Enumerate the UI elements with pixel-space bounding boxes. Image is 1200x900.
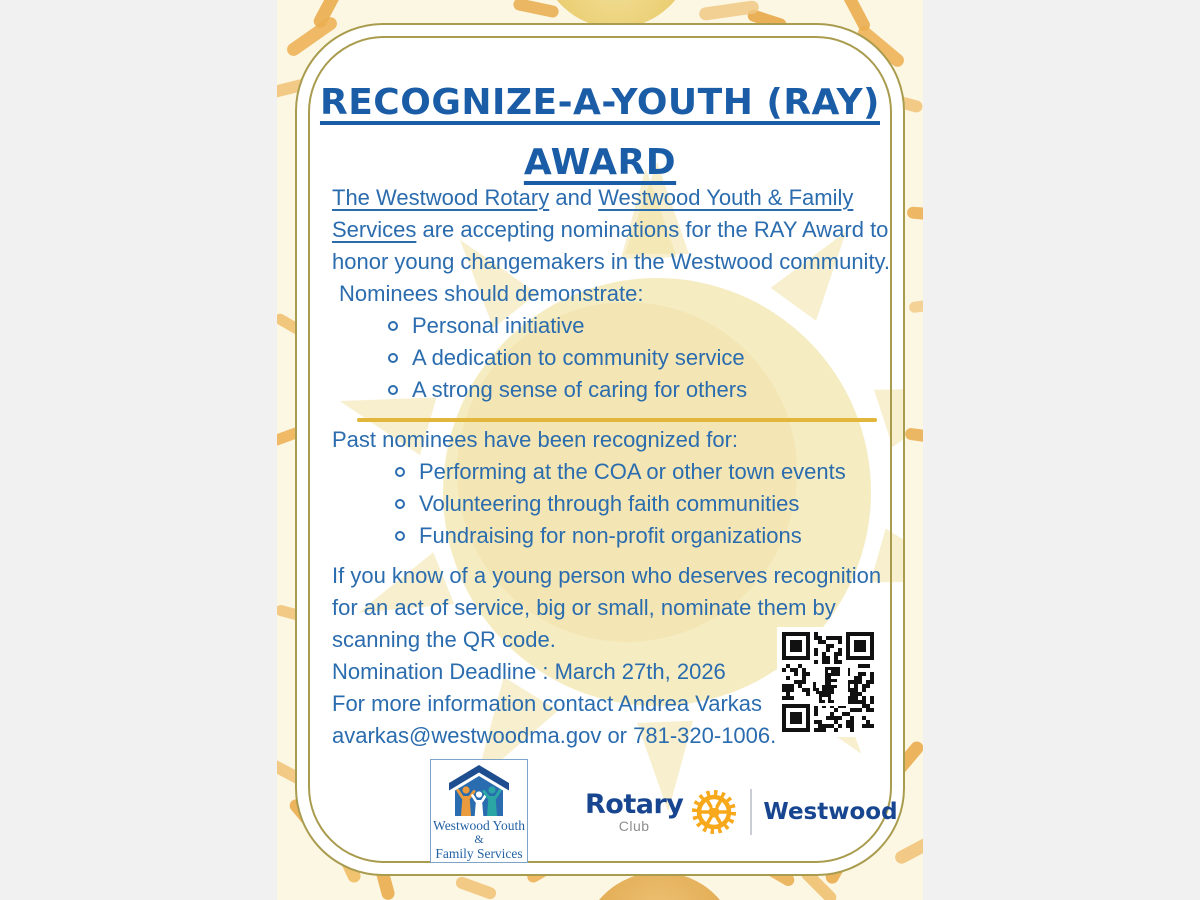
sun-ray-decoration xyxy=(908,298,923,314)
wyfs-link-continued[interactable]: Services xyxy=(332,217,417,242)
bullet-icon xyxy=(388,321,398,331)
list-item: Volunteering through faith communities xyxy=(332,488,888,520)
sun-ray-decoration xyxy=(904,427,923,444)
flyer-title xyxy=(297,73,903,193)
bullet-icon xyxy=(395,499,405,509)
title-line-1: RECOGNIZE-A-YOUTH (RAY) xyxy=(319,82,880,123)
wyfs-logo-line-1: Westwood Youth xyxy=(433,818,525,833)
intro-line-3: honor young changemakers in the Westwood community. xyxy=(332,249,891,274)
past-list xyxy=(332,456,888,552)
rotary-brand-text: Rotary xyxy=(585,788,684,820)
rotary-link[interactable]: The Westwood Rotary xyxy=(332,185,550,210)
bullet-icon xyxy=(395,467,405,477)
bullet-icon xyxy=(388,385,398,395)
contact-text: For more information contact Andrea Varkas xyxy=(332,691,763,716)
sun-ray-decoration xyxy=(454,875,498,900)
contact-email-phone: avarkas@westwoodma.gov or 781-320-1006. xyxy=(332,723,777,748)
bullet-icon xyxy=(388,353,398,363)
deadline-text: Nomination Deadline : March 27th, 2026 xyxy=(332,659,726,684)
list-item: A dedication to community service xyxy=(332,342,888,374)
list-item: Performing at the COA or other town events xyxy=(332,456,888,488)
wyfs-logo xyxy=(430,759,528,863)
list-item: A strong sense of caring for others xyxy=(332,374,888,406)
qr-code-image xyxy=(782,632,874,732)
rotary-wheel-icon xyxy=(690,788,738,836)
wyfs-logo-line-3: Family Services xyxy=(435,846,523,861)
bullet-icon xyxy=(395,531,405,541)
rotary-logo xyxy=(585,782,898,842)
list-item: Fundraising for non-profit organizations xyxy=(332,520,888,552)
intro-line-2: Services are accepting nominations for the RAY Award to xyxy=(332,217,889,242)
bottom-sun-decoration xyxy=(582,872,737,900)
past-heading: Past nominees have been recognized for: xyxy=(332,427,739,452)
rotary-logo-divider xyxy=(750,789,752,835)
flyer-background xyxy=(277,0,923,900)
wyfs-house-icon xyxy=(447,764,511,816)
wyfs-link[interactable]: Westwood Youth & Family xyxy=(598,185,854,210)
sun-ray-decoration xyxy=(907,206,923,222)
demonstrate-heading: Nominees should demonstrate: xyxy=(339,281,644,306)
wyfs-logo-line-2: & xyxy=(474,832,484,846)
rotary-town-text: Westwood xyxy=(763,799,898,825)
title-line-2: AWARD xyxy=(523,142,677,183)
flyer-card xyxy=(295,23,905,876)
cta-line-1: If you know of a young person who deserves recognition xyxy=(332,563,882,588)
gold-divider xyxy=(357,418,877,422)
qr-code xyxy=(777,627,879,737)
demonstrate-list xyxy=(332,310,888,406)
intro-line-1: The Westwood Rotary and Westwood Youth & Family xyxy=(332,185,854,210)
list-item: Personal initiative xyxy=(332,310,888,342)
rotary-club-text: Club xyxy=(618,817,650,834)
cta-line-3: scanning the QR code. xyxy=(332,627,556,652)
sun-ray-decoration xyxy=(512,0,559,19)
cta-line-2: for an act of service, big or small, nominate them by xyxy=(332,595,836,620)
